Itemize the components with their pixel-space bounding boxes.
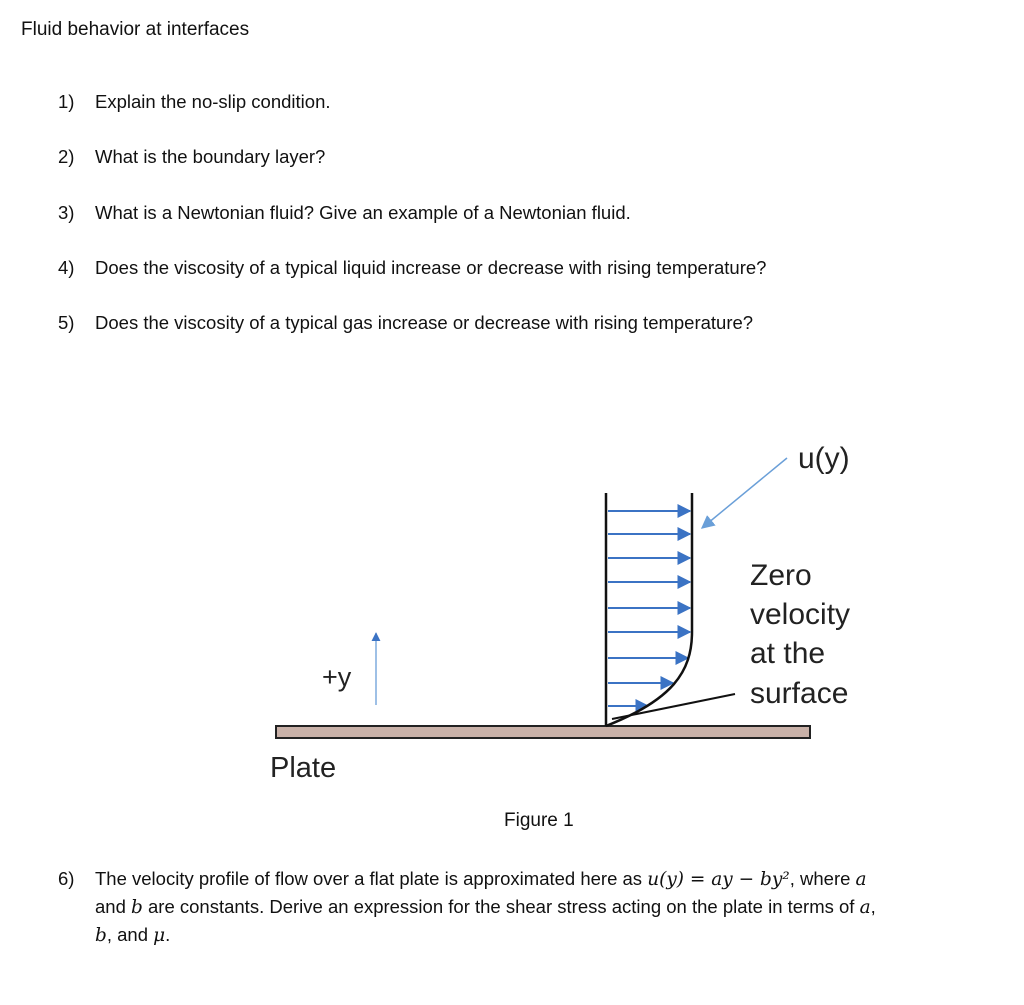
question-number: 1)	[58, 91, 75, 112]
uy-pointer	[702, 458, 787, 528]
figure-caption: Figure 1	[504, 810, 574, 831]
question-number: 5)	[58, 312, 75, 333]
zero-velocity-label-line-2: velocity	[750, 598, 851, 631]
velocity-equation: u(y) = ay − by²	[647, 869, 790, 890]
velocity-arrows	[608, 511, 690, 706]
y-axis-label: +y	[322, 662, 352, 692]
question-text: Does the viscosity of a typical gas increase or decrease with rising temperature?	[95, 312, 754, 333]
question-number: 6)	[58, 868, 75, 889]
plate-label: Plate	[270, 752, 337, 784]
question-text: Explain the no-slip condition.	[95, 91, 331, 112]
question-number: 4)	[58, 257, 75, 278]
velocity-profile-curve	[606, 493, 692, 726]
question-text: What is a Newtonian fluid? Give an example of a Newtonian fluid.	[95, 202, 631, 223]
question-text: The velocity profile of flow over a flat plate is approximated here as u(y) = ay − by², where a and b are constants. Derive an expression for the shear stress acting on the plate in terms of a, b, and μ.	[95, 868, 876, 946]
question-text: Does the viscosity of a typical liquid increase or decrease with rising temperature?	[95, 257, 767, 278]
document-title: Fluid behavior at interfaces	[21, 19, 250, 40]
question-number: 3)	[58, 202, 75, 223]
question-6	[58, 865, 998, 949]
question-number: 2)	[58, 146, 75, 167]
zero-velocity-label-line-1: Zero	[750, 559, 812, 592]
uy-label: u(y)	[798, 442, 850, 475]
plate	[276, 726, 810, 738]
zero-velocity-label-line-3: at the	[750, 637, 826, 670]
question-text: What is the boundary layer?	[95, 146, 326, 167]
zero-velocity-label-line-4: surface	[750, 677, 849, 710]
